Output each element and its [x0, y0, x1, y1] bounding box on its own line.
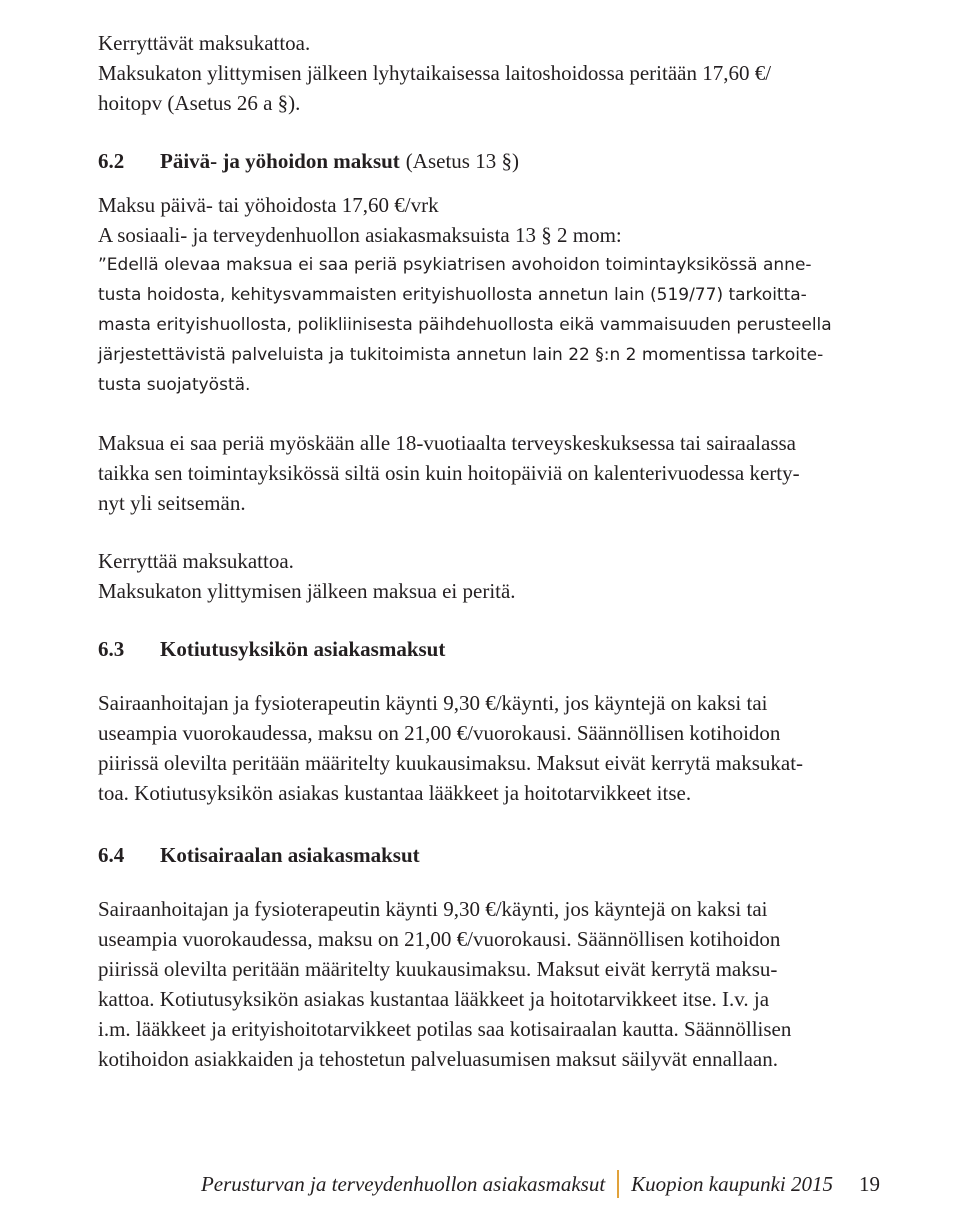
- text-line: Maksu päivä- tai yöhoidosta 17,60 €/vrk: [98, 193, 439, 217]
- section-heading: [98, 840, 878, 870]
- footer-organization: Kuopion kaupunki 2015: [631, 1171, 833, 1196]
- quote-line: tusta hoidosta, kehitysvammaisten erityishuollosta annetun lain (519/77) tarkoitta-: [98, 285, 807, 305]
- text-line: useampia vuorokaudessa, maksu on 21,00 €/vuorokausi. Säännöllisen kotihoidon: [98, 721, 781, 745]
- text-line: Kerryttävät maksukattoa.: [98, 31, 311, 55]
- section-title: Päivä- ja yöhoidon maksut: [160, 149, 400, 173]
- paragraph: [98, 428, 878, 518]
- text-line: useampia vuorokaudessa, maksu on 21,00 €/vuorokausi. Säännöllisen kotihoidon: [98, 927, 781, 951]
- quote-line: masta erityishuollosta, polikliinisesta päihdehuollosta eikä vammaisuuden perusteella: [98, 315, 832, 335]
- text-line: hoitopv (Asetus 26 a §).: [98, 91, 301, 115]
- page-body: [98, 28, 878, 1074]
- section-number: 6.2: [98, 149, 125, 173]
- text-line: Maksukaton ylittymisen jälkeen lyhytaikaisessa laitoshoidossa peritään 17,60 €/: [98, 61, 772, 85]
- text-line: kotihoidon asiakkaiden ja tehostetun palveluasumisen maksut säilyvät ennallaan.: [98, 1047, 778, 1071]
- text-line: toa. Kotiutusyksikön asiakas kustantaa lääkkeet ja hoitotarvikkeet itse.: [98, 781, 692, 805]
- page-number: 19: [859, 1171, 880, 1196]
- section-number: 6.3: [98, 637, 125, 661]
- text-line: piirissä olevilta peritään määritelty kuukausimaksu. Maksut eivät kerrytä maksu-: [98, 957, 778, 981]
- section-heading: [98, 146, 878, 176]
- section-number: 6.4: [98, 843, 125, 867]
- text-line: Sairaanhoitajan ja fysioterapeutin käynti 9,30 €/käynti, jos käyntejä on kaksi tai: [98, 897, 768, 921]
- law-quote: [98, 250, 878, 400]
- section-title: Kotiutusyksikön asiakasmaksut: [160, 637, 446, 661]
- text-line: i.m. lääkkeet ja erityishoitotarvikkeet potilas saa kotisairaalan kautta. Säännöllisen: [98, 1017, 792, 1041]
- intro-block: [98, 28, 878, 118]
- section-reference: (Asetus 13 §): [405, 149, 519, 173]
- section-6-4: [98, 840, 878, 1074]
- text-line: A sosiaali- ja terveydenhuollon asiakasmaksuista 13 § 2 mom:: [98, 223, 622, 247]
- text-line: taikka sen toimintayksikössä siltä osin kuin hoitopäiviä on kalenterivuodessa kerty-: [98, 461, 800, 485]
- quote-line: ”Edellä olevaa maksua ei saa periä psykiatrisen avohoidon toimintayksikössä anne-: [98, 255, 812, 275]
- section-6-3: [98, 634, 878, 808]
- quote-line: järjestettävistä palveluista ja tukitoimista annetun lain 22 §:n 2 momentissa tarkoite-: [98, 345, 824, 365]
- text-line: Sairaanhoitajan ja fysioterapeutin käynti 9,30 €/käynti, jos käyntejä on kaksi tai: [98, 691, 768, 715]
- text-line: Maksua ei saa periä myöskään alle 18-vuotiaalta terveyskeskuksessa tai sairaalassa: [98, 431, 796, 455]
- section-heading: [98, 634, 878, 664]
- text-line: Maksukaton ylittymisen jälkeen maksua ei peritä.: [98, 579, 516, 603]
- text-line: kattoa. Kotiutusyksikön asiakas kustantaa lääkkeet ja hoitotarvikkeet itse. I.v. ja: [98, 987, 770, 1011]
- text-line: Kerryttää maksukattoa.: [98, 549, 294, 573]
- quote-line: tusta suojatyöstä.: [98, 375, 251, 395]
- section-6-2: [98, 146, 878, 606]
- footer-publication-title: Perusturvan ja terveydenhuollon asiakasmaksut: [200, 1171, 606, 1196]
- footer-separator: [617, 1170, 619, 1198]
- text-line: piirissä olevilta peritään määritelty kuukausimaksu. Maksut eivät kerrytä maksukat-: [98, 751, 804, 775]
- paragraph: [98, 546, 878, 606]
- page-footer: [201, 1170, 880, 1198]
- text-line: nyt yli seitsemän.: [98, 491, 246, 515]
- section-title: Kotisairaalan asiakasmaksut: [160, 843, 420, 867]
